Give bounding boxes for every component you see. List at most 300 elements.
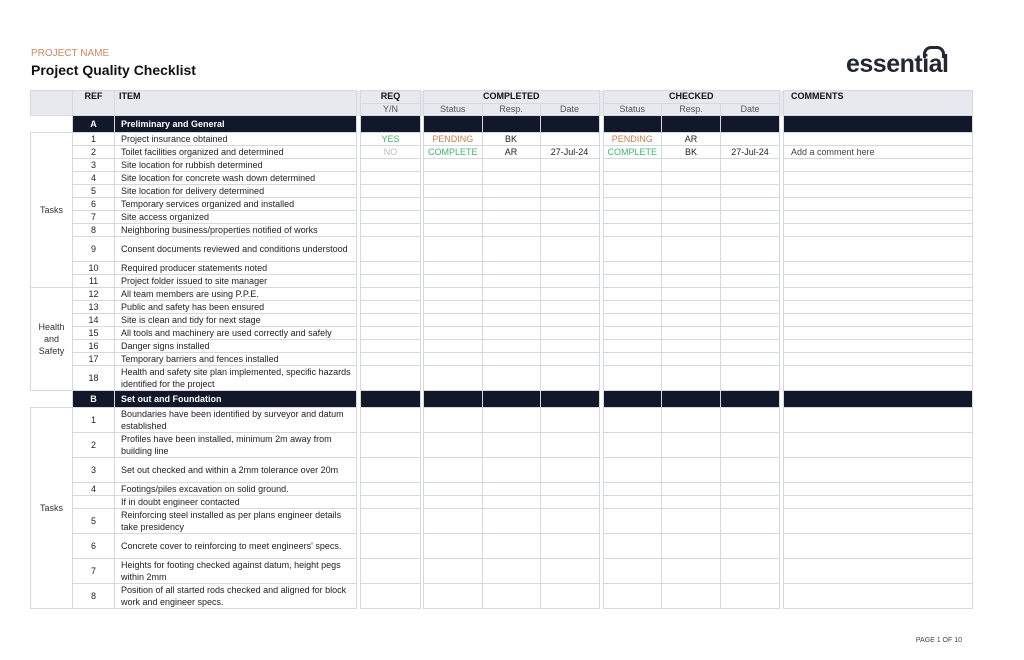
row-ref: 12 [73,288,115,301]
table-row [31,314,973,327]
checked-status-cell[interactable] [603,159,662,172]
req-cell[interactable] [361,185,421,198]
table-row [31,366,973,391]
page-title: Project Quality Checklist [31,62,196,78]
section-cell [482,391,540,408]
completed-status-cell[interactable] [424,458,483,483]
comment-cell[interactable] [784,185,973,198]
checked-date-cell[interactable] [721,559,780,584]
checked-resp-cell[interactable] [662,509,721,534]
checked-date-cell[interactable] [721,327,780,340]
completed-resp-cell[interactable] [482,224,540,237]
row-item: Health and safety site plan implemented, specific hazards identified for the project [115,366,357,391]
group-header [31,91,73,116]
completed-status-cell[interactable] [424,327,483,340]
checked-date-cell[interactable] [721,237,780,262]
table-row [31,237,973,262]
checked-status-cell[interactable]: COMPLETE [603,146,662,159]
checked-resp-cell[interactable] [662,211,721,224]
completed-status-cell[interactable] [424,366,483,391]
completed-date-cell[interactable] [540,483,599,496]
section-row [31,116,973,133]
checked-resp-cell[interactable]: BK [662,146,721,159]
checked-date-cell[interactable] [721,133,780,146]
checked-status-cell[interactable] [603,366,662,391]
checked-date-cell[interactable] [721,314,780,327]
req-cell[interactable] [361,559,421,584]
checked-date-cell[interactable] [721,353,780,366]
checked-resp-header: Resp. [662,103,721,116]
completed-resp-cell[interactable] [482,314,540,327]
row-ref: 2 [73,146,115,159]
req-cell[interactable] [361,262,421,275]
checked-resp-cell[interactable]: AR [662,133,721,146]
checked-status-cell[interactable] [603,534,662,559]
checked-status-cell[interactable] [603,237,662,262]
section-cell [784,391,973,408]
comment-cell[interactable] [784,366,973,391]
comment-cell[interactable] [784,288,973,301]
completed-status-cell[interactable]: COMPLETE [424,146,483,159]
completed-resp-cell[interactable] [482,288,540,301]
checked-status-cell[interactable] [603,559,662,584]
completed-status-cell[interactable] [424,262,483,275]
req-cell[interactable] [361,237,421,262]
completed-date-cell[interactable] [540,275,599,288]
completed-date-cell[interactable] [540,353,599,366]
req-cell[interactable] [361,198,421,211]
req-cell[interactable] [361,353,421,366]
row-item: Project insurance obtained [115,133,357,146]
checked-status-cell[interactable] [603,211,662,224]
completed-resp-cell[interactable] [482,159,540,172]
checked-date-cell[interactable] [721,211,780,224]
checked-status-cell[interactable] [603,340,662,353]
comment-cell[interactable] [784,327,973,340]
checked-resp-cell[interactable] [662,433,721,458]
completed-status-cell[interactable] [424,509,483,534]
checked-resp-cell[interactable] [662,366,721,391]
req-cell[interactable] [361,340,421,353]
table-row [31,133,973,146]
item-header: ITEM [115,91,357,116]
checked-status-cell[interactable] [603,262,662,275]
req-cell[interactable] [361,433,421,458]
checked-status-cell[interactable] [603,301,662,314]
completed-date-cell[interactable] [540,288,599,301]
completed-status-cell[interactable] [424,185,483,198]
completed-date-cell[interactable] [540,185,599,198]
req-cell[interactable] [361,172,421,185]
table-row [31,224,973,237]
completed-date-cell[interactable] [540,211,599,224]
checked-resp-cell[interactable] [662,185,721,198]
comment-cell[interactable] [784,133,973,146]
checked-date-cell[interactable] [721,301,780,314]
completed-resp-cell[interactable] [482,584,540,609]
checked-date-cell[interactable] [721,172,780,185]
row-item: Boundaries have been identified by surveyor and datum established [115,408,357,433]
completed-date-cell[interactable] [540,534,599,559]
comment-cell[interactable] [784,458,973,483]
row-item: Temporary barriers and fences installed [115,353,357,366]
section-cell [784,116,973,133]
comment-cell[interactable] [784,198,973,211]
row-item: Temporary services organized and installed [115,198,357,211]
comment-cell[interactable]: Add a comment here [784,146,973,159]
completed-date-cell[interactable] [540,301,599,314]
row-ref: 1 [73,408,115,433]
checked-resp-cell[interactable] [662,262,721,275]
checked-status-cell[interactable] [603,327,662,340]
comment-cell[interactable] [784,408,973,433]
row-ref: 7 [73,559,115,584]
row-item: Concrete cover to reinforcing to meet engineers' specs. [115,534,357,559]
checked-resp-cell[interactable] [662,288,721,301]
row-item: Neighboring business/properties notified of works [115,224,357,237]
group-label-text: Tasks [39,204,63,215]
comment-cell[interactable] [784,534,973,559]
group-label [31,408,73,609]
header-row [31,91,973,104]
checked-date-cell[interactable] [721,458,780,483]
checked-date-cell[interactable] [721,584,780,609]
completed-date-cell[interactable] [540,262,599,275]
completed-date-cell[interactable] [540,509,599,534]
comment-cell[interactable] [784,301,973,314]
checked-status-cell[interactable] [603,433,662,458]
logo-hat-icon [923,46,945,58]
req-cell[interactable] [361,458,421,483]
table-row [31,262,973,275]
comment-cell[interactable] [784,275,973,288]
completed-resp-cell[interactable] [482,458,540,483]
completed-resp-cell[interactable] [482,211,540,224]
checked-date-cell[interactable] [721,224,780,237]
completed-resp-cell[interactable] [482,185,540,198]
table-row [31,275,973,288]
completed-resp-cell[interactable] [482,483,540,496]
table-row [31,211,973,224]
completed-resp-cell[interactable] [482,237,540,262]
completed-status-cell[interactable]: PENDING [424,133,483,146]
req-cell[interactable] [361,301,421,314]
checked-resp-cell[interactable] [662,224,721,237]
completed-status-cell[interactable] [424,584,483,609]
checked-header: CHECKED [603,91,780,104]
completed-date-cell[interactable] [540,559,599,584]
section-title: Preliminary and General [115,116,357,133]
req-cell[interactable] [361,327,421,340]
table-row [31,483,973,496]
row-item: Danger signs installed [115,340,357,353]
completed-resp-cell[interactable] [482,366,540,391]
completed-date-cell[interactable] [540,584,599,609]
checked-date-cell[interactable] [721,483,780,496]
checked-resp-cell[interactable] [662,534,721,559]
table-row [31,458,973,483]
completed-status-cell[interactable] [424,496,483,509]
row-item: Profiles have been installed, minimum 2m away from building line [115,433,357,458]
table-row [31,146,973,159]
completed-status-cell[interactable] [424,275,483,288]
completed-date-cell[interactable] [540,198,599,211]
checked-status-cell[interactable] [603,509,662,534]
row-ref: 7 [73,211,115,224]
completed-status-cell[interactable] [424,301,483,314]
completed-date-cell[interactable] [540,224,599,237]
req-cell[interactable] [361,211,421,224]
checked-date-cell[interactable] [721,288,780,301]
checked-resp-cell[interactable] [662,275,721,288]
row-ref: 11 [73,275,115,288]
row-ref: 3 [73,458,115,483]
section-cell [361,391,421,408]
completed-date-cell[interactable] [540,172,599,185]
checked-date-cell[interactable] [721,198,780,211]
completed-status-cell[interactable] [424,314,483,327]
req-cell[interactable] [361,159,421,172]
checked-status-cell[interactable] [603,353,662,366]
completed-resp-cell[interactable] [482,496,540,509]
checked-status-cell[interactable] [603,288,662,301]
checked-resp-cell[interactable] [662,327,721,340]
completed-status-cell[interactable] [424,172,483,185]
section-cell [482,116,540,133]
completed-status-cell[interactable] [424,198,483,211]
logo [846,50,949,79]
logo-text: essential [846,50,949,78]
row-ref: 5 [73,185,115,198]
checked-status-cell[interactable] [603,458,662,483]
row-ref: 14 [73,314,115,327]
comment-cell[interactable] [784,262,973,275]
row-item: If in doubt engineer contacted [115,496,357,509]
checked-date-cell[interactable] [721,433,780,458]
comment-cell[interactable] [784,159,973,172]
comment-cell[interactable] [784,314,973,327]
comment-cell[interactable] [784,584,973,609]
row-ref: 8 [73,224,115,237]
ref-header: REF [73,91,115,116]
table-row [31,496,973,509]
completed-date-cell[interactable] [540,159,599,172]
section-row [31,391,973,408]
section-cell [540,116,599,133]
req-cell[interactable] [361,534,421,559]
completed-date-cell[interactable] [540,366,599,391]
row-ref: 13 [73,301,115,314]
completed-status-cell[interactable] [424,237,483,262]
checked-resp-cell[interactable] [662,172,721,185]
checked-date-header: Date [721,103,780,116]
checked-date-cell[interactable] [721,159,780,172]
row-item: Public and safety has been ensured [115,301,357,314]
req-header: REQ [361,91,421,104]
row-ref: 6 [73,534,115,559]
row-ref: 4 [73,172,115,185]
checked-date-cell[interactable] [721,340,780,353]
completed-date-cell[interactable] [540,237,599,262]
req-cell[interactable] [361,408,421,433]
row-item: Project folder issued to site manager [115,275,357,288]
req-cell[interactable] [361,366,421,391]
completed-status-header: Status [424,103,483,116]
completed-resp-cell[interactable]: AR [482,146,540,159]
checked-resp-cell[interactable] [662,584,721,609]
comment-cell[interactable] [784,172,973,185]
checked-date-cell[interactable]: 27-Jul-24 [721,146,780,159]
completed-resp-cell[interactable] [482,534,540,559]
checked-resp-cell[interactable] [662,301,721,314]
checked-resp-cell[interactable] [662,314,721,327]
checked-status-cell[interactable] [603,275,662,288]
completed-status-cell[interactable] [424,559,483,584]
row-item: Site location for concrete wash down determined [115,172,357,185]
completed-status-cell[interactable] [424,224,483,237]
checked-status-cell[interactable] [603,185,662,198]
checked-status-cell[interactable] [603,198,662,211]
checked-date-cell[interactable] [721,366,780,391]
comment-cell[interactable] [784,509,973,534]
comment-cell[interactable] [784,237,973,262]
checked-status-cell[interactable] [603,584,662,609]
checked-status-cell[interactable] [603,483,662,496]
comment-cell[interactable] [784,559,973,584]
completed-status-cell[interactable] [424,408,483,433]
checked-resp-cell[interactable] [662,237,721,262]
req-cell[interactable] [361,509,421,534]
checked-date-cell[interactable] [721,509,780,534]
completed-status-cell[interactable] [424,353,483,366]
checked-resp-cell[interactable] [662,340,721,353]
table-row [31,288,973,301]
row-ref: 4 [73,483,115,496]
row-item: Site access organized [115,211,357,224]
checked-resp-cell[interactable] [662,159,721,172]
checked-date-cell[interactable] [721,534,780,559]
comment-cell[interactable] [784,433,973,458]
checked-status-cell[interactable]: PENDING [603,133,662,146]
row-ref: 2 [73,433,115,458]
row-ref: 3 [73,159,115,172]
group-label [31,288,73,391]
completed-status-cell[interactable] [424,340,483,353]
checked-resp-cell[interactable] [662,353,721,366]
group-label-text: Tasks [39,502,63,513]
checked-resp-cell[interactable] [662,458,721,483]
completed-resp-cell[interactable] [482,353,540,366]
completed-resp-cell[interactable] [482,509,540,534]
completed-resp-cell[interactable] [482,433,540,458]
completed-date-cell[interactable] [540,314,599,327]
completed-resp-cell[interactable] [482,172,540,185]
completed-status-cell[interactable] [424,483,483,496]
checked-date-cell[interactable] [721,496,780,509]
completed-resp-cell[interactable] [482,262,540,275]
row-item: All team members are using P.P.E. [115,288,357,301]
checked-date-cell[interactable] [721,185,780,198]
completed-status-cell[interactable] [424,433,483,458]
completed-resp-cell[interactable] [482,327,540,340]
completed-resp-cell[interactable] [482,301,540,314]
checked-status-cell[interactable] [603,408,662,433]
completed-resp-cell[interactable] [482,559,540,584]
req-cell[interactable]: NO [361,146,421,159]
checked-date-cell[interactable] [721,275,780,288]
completed-status-cell[interactable] [424,211,483,224]
completed-resp-cell[interactable] [482,275,540,288]
row-ref: 6 [73,198,115,211]
row-ref: 1 [73,133,115,146]
checked-status-cell[interactable] [603,314,662,327]
completed-status-cell[interactable] [424,159,483,172]
req-cell[interactable] [361,314,421,327]
table-row [31,509,973,534]
spacer [31,391,73,408]
completed-resp-cell[interactable] [482,340,540,353]
completed-date-cell[interactable] [540,133,599,146]
checked-date-cell[interactable] [721,262,780,275]
checked-resp-cell[interactable] [662,198,721,211]
checked-status-cell[interactable] [603,172,662,185]
req-cell[interactable] [361,224,421,237]
completed-status-cell[interactable] [424,534,483,559]
checked-status-cell[interactable] [603,496,662,509]
row-item: Required producer statements noted [115,262,357,275]
table-row [31,340,973,353]
checked-resp-cell[interactable] [662,483,721,496]
completed-date-cell[interactable] [540,458,599,483]
req-cell[interactable] [361,483,421,496]
row-item: Reinforcing steel installed as per plans engineer details take presidency [115,509,357,534]
completed-resp-cell[interactable]: BK [482,133,540,146]
row-ref: 10 [73,262,115,275]
completed-resp-cell[interactable] [482,408,540,433]
completed-status-cell[interactable] [424,288,483,301]
section-cell [721,116,780,133]
checked-status-cell[interactable] [603,224,662,237]
req-cell[interactable] [361,496,421,509]
completed-date-cell[interactable] [540,433,599,458]
comment-cell[interactable] [784,224,973,237]
section-cell [662,391,721,408]
req-cell[interactable] [361,275,421,288]
comment-cell[interactable] [784,211,973,224]
checked-resp-cell[interactable] [662,408,721,433]
table-row [31,584,973,609]
completed-resp-cell[interactable] [482,198,540,211]
comment-cell[interactable] [784,496,973,509]
comment-cell[interactable] [784,353,973,366]
comment-cell[interactable] [784,340,973,353]
req-cell[interactable] [361,288,421,301]
table-row [31,159,973,172]
section-cell [721,391,780,408]
req-cell[interactable]: YES [361,133,421,146]
completed-date-cell[interactable] [540,327,599,340]
checked-resp-cell[interactable] [662,559,721,584]
completed-date-cell[interactable] [540,408,599,433]
completed-date-cell[interactable]: 27-Jul-24 [540,146,599,159]
completed-date-cell[interactable] [540,496,599,509]
completed-date-cell[interactable] [540,340,599,353]
checked-resp-cell[interactable] [662,496,721,509]
checked-date-cell[interactable] [721,408,780,433]
req-cell[interactable] [361,584,421,609]
table-row [31,408,973,433]
comment-cell[interactable] [784,483,973,496]
